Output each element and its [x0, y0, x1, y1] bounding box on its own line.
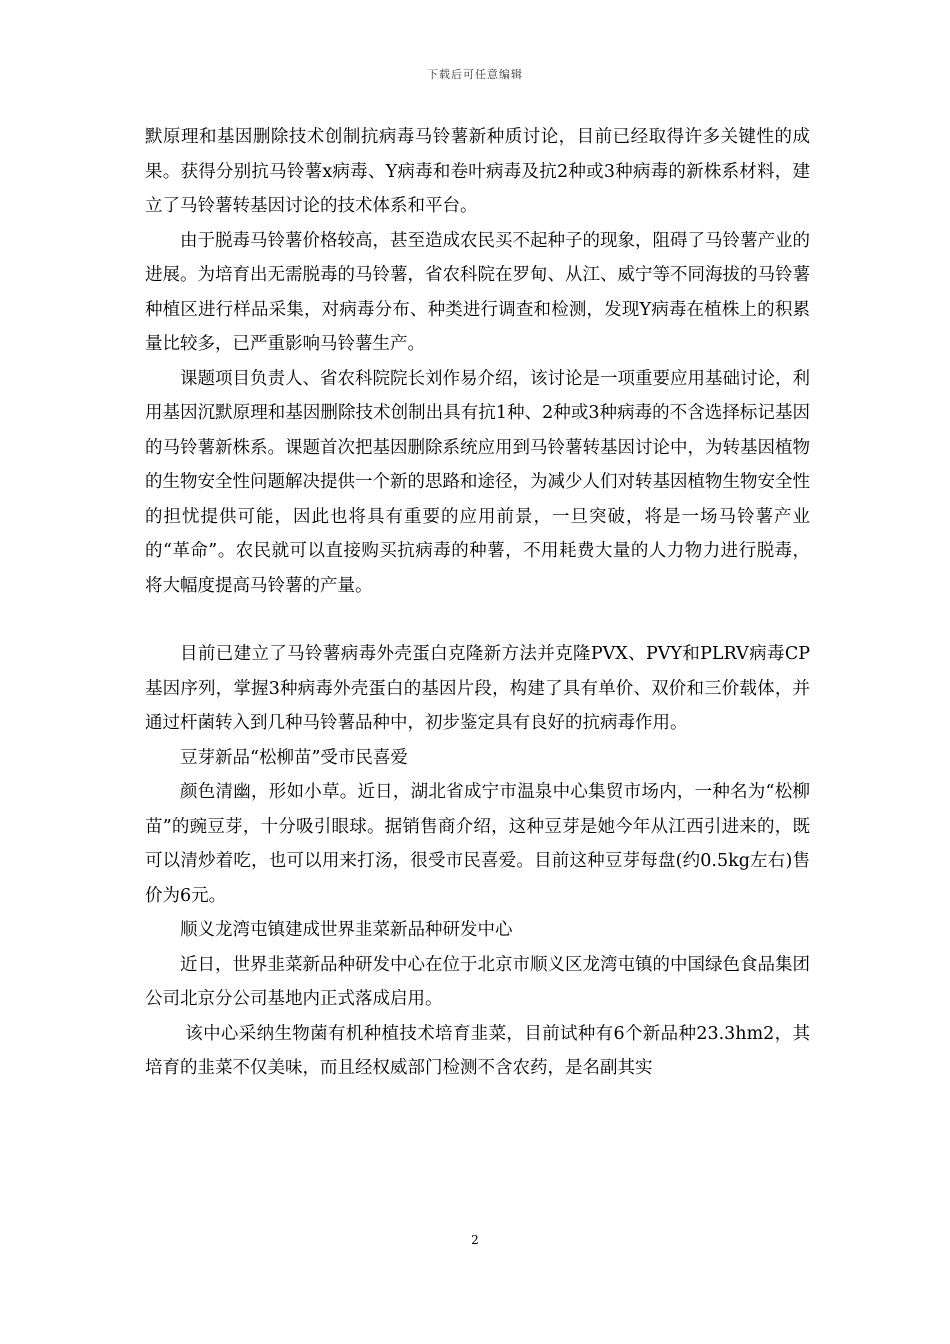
paragraph-5: 颜色清幽，形如小草。近日，湖北省成宁市温泉中心集贸市场内，一种名为“松柳苗”的豌豆芽，十分吸引眼球。据销售商介绍，这种豆芽是她今年从江西引进来的，既可以清炒着吃，也可以用来打汤，很受市民喜爱。目前这种豆芽每盘(约0.5kg左右)售价为6元。 — [145, 782, 810, 906]
paragraph-4: 目前已建立了马铃薯病毒外壳蛋白克隆新方法并克隆PVX、PVY和PLRV病毒CP基因序列，掌握3种病毒外壳蛋白的基因片段，构建了具有单价、双价和三价载体，并通过杆菌转入到几种马铃薯品种中，初步鉴定具有良好的抗病毒作用。 — [145, 644, 810, 733]
paragraph-gap — [145, 603, 810, 637]
page-header: 下载后可任意编辑 — [427, 68, 523, 81]
paragraph-1: 默原理和基因删除技术创制抗病毒马铃薯新种质讨论，目前已经取得许多关键性的成果。获得分别抗马铃薯x病毒、Y病毒和卷叶病毒及抗2种或3种病毒的新株系材料，建立了马铃薯转基因讨论的技术体系和平台。 — [145, 127, 810, 216]
section-heading-bean-sprouts: 豆芽新品“松柳苗”受市民喜爱 — [180, 747, 408, 768]
paragraph-3: 课题项目负责人、省农科院院长刘作易介绍，该讨论是一项重要应用基础讨论，利用基因沉默原理和基因删除技术创制出具有抗1种、2种或3种病毒的不含选择标记基因的马铃薯新株系。课题首次把基因删除系统应用到马铃薯转基因讨论中，为转基因植物的生物安全性问题解决提供一个新的思路和途径，为减少人们对转基因植物生物安全性的担忧提供可能，因此也将具有重要的应用前景，一旦突破，将是一场马铃薯产业的“革命”。农民就可以直接购买抗病毒的种薯，不用耗费大量的人力物力进行脱毒，将大幅度提高马铃薯的产量。 — [145, 368, 810, 596]
paragraph-6: 近日，世界韭菜新品种研发中心在位于北京市顺义区龙湾屯镇的中国绿色食品集团公司北京分公司基地内正式落成启用。 — [145, 954, 810, 1009]
paragraph-2: 由于脱毒马铃薯价格较高，甚至造成农民买不起种子的现象，阻碍了马铃薯产业的进展。为培育出无需脱毒的马铃薯，省农科院在罗甸、从江、威宁等不同海拔的马铃薯种植区进行样品采集，对病毒分布、种类进行调查和检测，发现Y病毒在植株上的积累量比较多，已严重影响马铃薯生产。 — [145, 230, 810, 354]
body-text — [145, 120, 810, 1086]
section-heading-chive-center: 顺义龙湾屯镇建成世界韭菜新品种研发中心 — [180, 920, 513, 940]
paragraph-7: 该中心采纳生物菌有机种植技术培育韭菜，目前试种有6个新品种23.3hm2，其培育的韭菜不仅美味，而且经权威部门检测不含农药，是名副其实 — [145, 1023, 810, 1078]
page-number: 2 — [471, 1233, 479, 1247]
